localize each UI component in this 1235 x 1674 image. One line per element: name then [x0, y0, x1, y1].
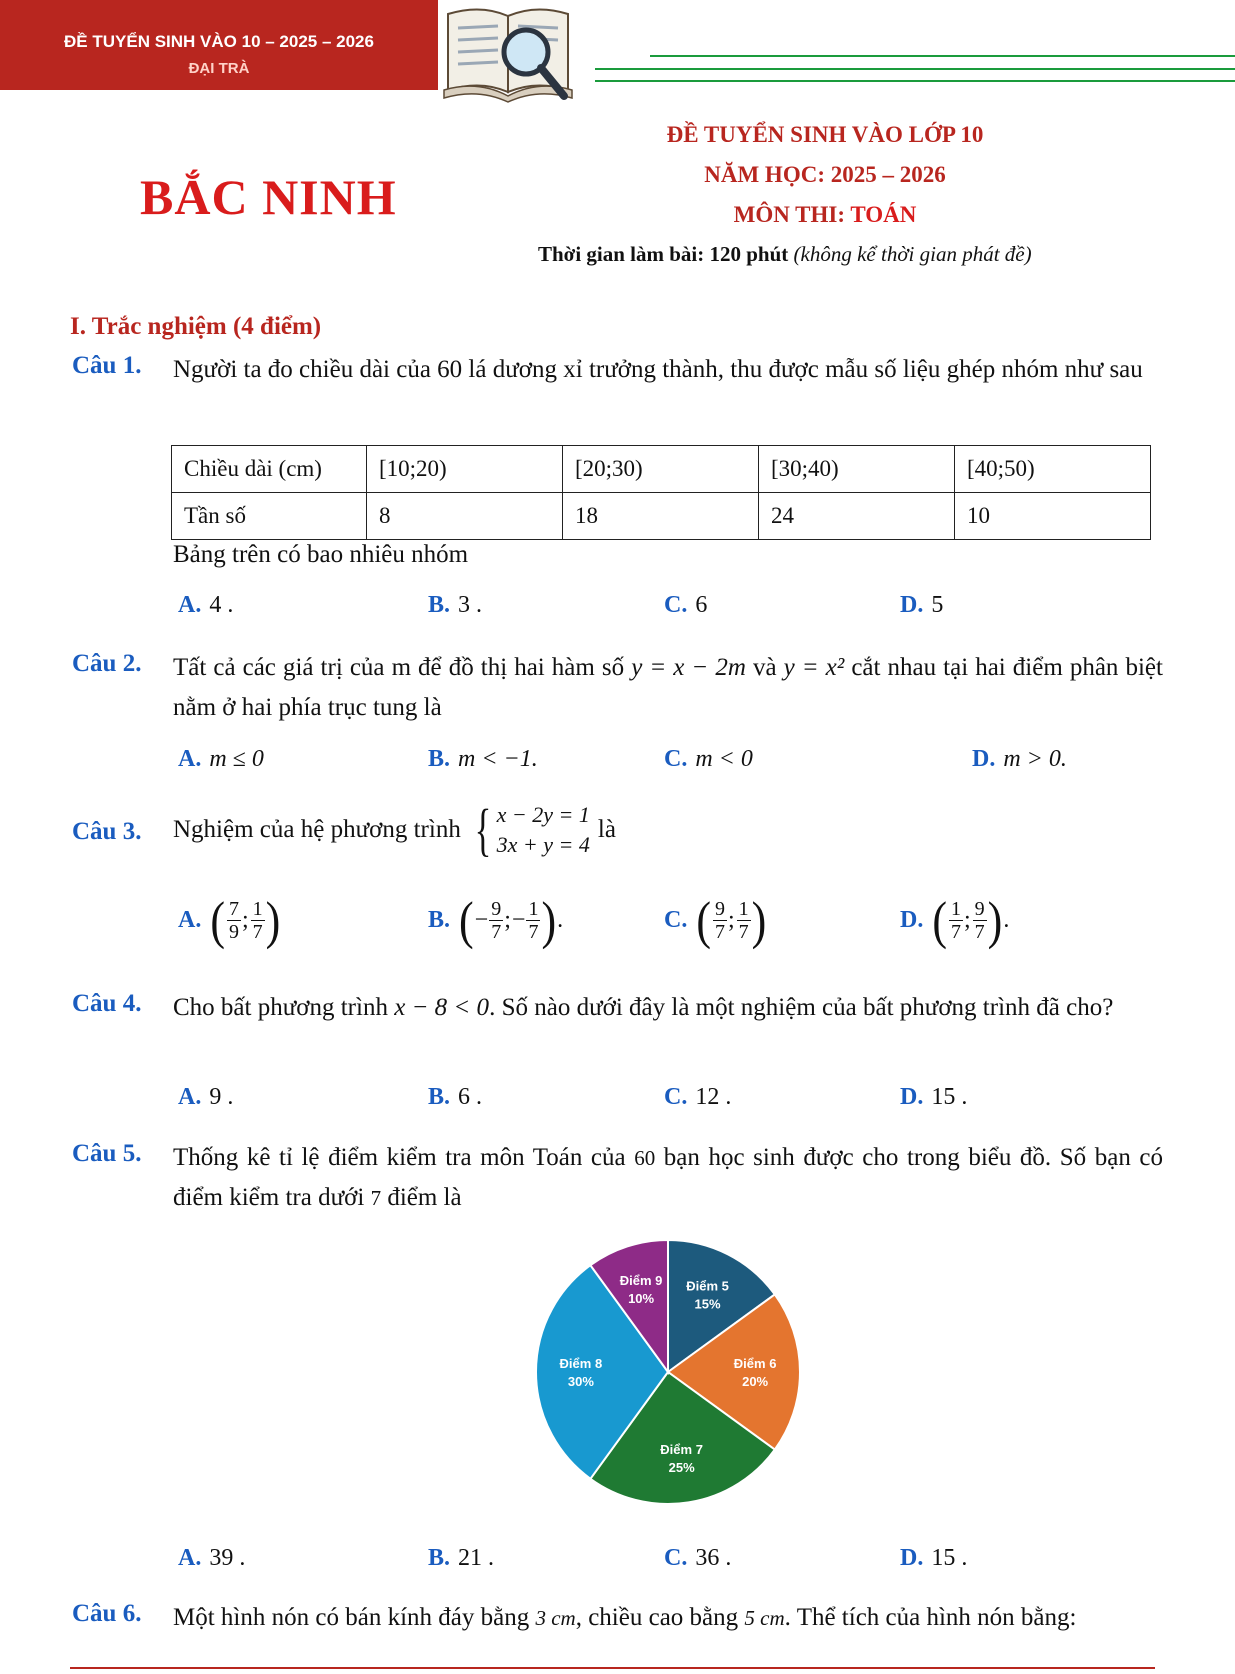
pie-percent: 15% [694, 1296, 721, 1312]
q4-option-d: D. 15 . [900, 1084, 968, 1110]
q5-option-a: A. 39 . [178, 1545, 246, 1571]
q4-option-a: A. 9 . [178, 1084, 234, 1110]
q5-option-b: B. 21 . [428, 1545, 495, 1571]
pie-percent: 20% [742, 1374, 769, 1389]
q5-text-part3: điểm là [381, 1184, 462, 1211]
q5-option-c-value: 36 . [695, 1545, 732, 1571]
table-cell: Tần số [172, 493, 367, 540]
q2-option-b: B. m < −1. [428, 746, 538, 772]
q4-text-part2: . Số nào dưới đây là một nghiệm của bất phương trình đã cho? [489, 994, 1114, 1021]
table-row [172, 493, 1151, 540]
q2-text-part2: cắt nhau tại hai điểm phân biệt nằm ở hai phía trục tung là [173, 654, 1163, 721]
q1-option-b-value: 3 . [458, 592, 483, 618]
table-cell: [20;30) [563, 446, 759, 493]
q2-option-a-value: m ≤ 0 [209, 746, 264, 772]
q4-option-c: C. 12 . [664, 1084, 732, 1110]
pie-label: Điểm 8 [559, 1356, 603, 1371]
q2-function-2: y = x² [783, 654, 845, 681]
table-row [172, 446, 1151, 493]
q2-text-and: và [745, 654, 784, 681]
pie-label: Điểm 9 [619, 1273, 663, 1289]
banner-title: ĐỀ TUYỂN SINH VÀO 10 – 2025 – 2026 [64, 32, 374, 51]
q4-number: Câu 4. [72, 990, 142, 1017]
q5-score-threshold: 7 [370, 1186, 382, 1210]
q3-option-b: B. ( − $\frac{9}{7}$ ; − $\frac{1}{7}$ ) . [428, 891, 564, 950]
table-cell: [30;40) [759, 446, 955, 493]
pie-label: Điểm 5 [686, 1278, 729, 1294]
q1-followup: Bảng trên có bao nhiêu nhóm [173, 541, 469, 568]
q5-text-part1: Thống kê tỉ lệ điểm kiểm tra môn Toán của [173, 1144, 635, 1171]
table-cell: Chiều dài (cm) [172, 446, 367, 493]
q1-number: Câu 1. [72, 352, 142, 379]
q6-text-part2: , chiều cao bằng [575, 1604, 745, 1631]
pie-label: Điểm 6 [733, 1356, 777, 1371]
q1-option-d-value: 5 [931, 592, 944, 618]
q2-option-c-value: m < 0 [695, 746, 753, 772]
q2-number: Câu 2. [72, 650, 142, 677]
q4-option-a-value: 9 . [209, 1084, 234, 1110]
q5-option-b-value: 21 . [458, 1545, 495, 1571]
q4-inequality: x − 8 < 0 [394, 994, 490, 1021]
q2-option-c: C. m < 0 [664, 746, 753, 772]
footer-rule [70, 1667, 1155, 1669]
pie-label: Điểm 7 [660, 1442, 703, 1458]
q5-text [173, 1138, 1163, 1218]
q5-option-c: C. 36 . [664, 1545, 732, 1571]
q4-text-part1: Cho bất phương trình [173, 994, 395, 1021]
province-title: BẮC NINH [140, 169, 397, 225]
table-cell: 10 [955, 493, 1151, 540]
q1-option-d: D. 5 [900, 592, 944, 618]
q4-option-b: B. 6 . [428, 1084, 483, 1110]
subject-prefix: MÔN THI: [733, 202, 851, 227]
q6-text-part3: . Thể tích của hình nón bằng: [784, 1604, 1077, 1631]
table-cell: 18 [563, 493, 759, 540]
green-rule-bottom [595, 80, 1235, 82]
q1-option-b: B. 3 . [428, 592, 483, 618]
school-year: NĂM HỌC: 2025 – 2026 [704, 162, 946, 187]
time-limit-note: (không kể thời gian phát đề) [793, 242, 1032, 266]
q1-option-a-value: 4 . [209, 592, 234, 618]
table-cell: [40;50) [955, 446, 1151, 493]
subject-line [600, 202, 1050, 228]
frequency-table [171, 445, 1151, 540]
q3-text [173, 797, 1163, 862]
section-heading: I. Trắc nghiệm (4 điểm) [70, 313, 322, 340]
q5-option-a-value: 39 . [209, 1545, 246, 1571]
q2-text [173, 648, 1163, 728]
table-cell: [10;20) [367, 446, 563, 493]
banner-subtitle: ĐẠI TRÀ [188, 60, 250, 77]
q3-text-tail: là [597, 816, 616, 843]
q5-option-d: D. 15 . [900, 1545, 968, 1571]
q6-radius: 3 cm [535, 1606, 576, 1630]
pie-percent: 25% [668, 1460, 695, 1476]
score-pie-chart [528, 1232, 808, 1512]
q3-option-a: A. ( $\frac{7}{9}$ ; $\frac{1}{7}$ ) [178, 891, 281, 950]
q2-function-1: y = x − 2m [631, 654, 746, 681]
q2-option-b-value: m < −1. [458, 746, 538, 772]
q5-option-d-value: 15 . [931, 1545, 968, 1571]
q4-option-d-value: 15 . [931, 1084, 968, 1110]
q3-equation-system: { x − 2y = 1 3x + y = 4 [474, 797, 590, 862]
q6-number: Câu 6. [72, 1600, 142, 1627]
time-limit-bold: Thời gian làm bài: 120 phút [538, 242, 789, 266]
q4-text [173, 988, 1163, 1028]
q2-option-a: A. m ≤ 0 [178, 746, 264, 772]
q1-option-a: A. 4 . [178, 592, 234, 618]
subject-name: TOÁN [850, 202, 917, 227]
q5-text-part2: bạn học sinh được cho trong biểu đồ. Số bạn có điểm kiểm tra dưới [173, 1144, 1164, 1211]
q6-text [173, 1598, 1163, 1638]
q2-text-part1: Tất cả các giá trị của m để đồ thị hai hàm số [173, 654, 632, 681]
q3-number: Câu 3. [72, 818, 142, 845]
book-magnifier-icon [436, 0, 586, 104]
q2-option-d-value: m > 0. [1003, 746, 1067, 772]
q4-option-c-value: 12 . [695, 1084, 732, 1110]
q3-equation-1: x − 2y = 1 [496, 802, 590, 827]
q1-option-c-value: 6 [695, 592, 708, 618]
q5-number: Câu 5. [72, 1140, 142, 1167]
time-limit [538, 242, 1032, 267]
q3-text-main: Nghiệm của hệ phương trình [173, 816, 461, 843]
q2-option-d: D. m > 0. [972, 746, 1067, 772]
green-rule-mid [595, 68, 1235, 70]
q1-text: Người ta đo chiều dài của 60 lá dương xỉ trưởng thành, thu được mẫu số liệu ghép nhóm như sau [173, 356, 1143, 383]
q3-option-d: D. ( $\frac{1}{7}$ ; $\frac{9}{7}$ ) . [900, 891, 1010, 950]
pie-percent: 30% [567, 1374, 594, 1389]
header-banner [0, 0, 438, 90]
green-rule-top [650, 55, 1235, 57]
exam-title: ĐỀ TUYỂN SINH VÀO LỚP 10 [666, 122, 984, 147]
q1-option-c: C. 6 [664, 592, 708, 618]
q5-student-count: 60 [634, 1146, 656, 1170]
table-cell: 24 [759, 493, 955, 540]
q3-equation-2: 3x + y = 4 [496, 832, 590, 857]
q4-option-b-value: 6 . [458, 1084, 483, 1110]
pie-percent: 10% [628, 1291, 655, 1307]
q3-option-c: C. ( $\frac{9}{7}$ ; $\frac{1}{7}$ ) [664, 891, 767, 950]
q6-height: 5 cm [744, 1606, 785, 1630]
table-cell: 8 [367, 493, 563, 540]
q6-text-part1: Một hình nón có bán kính đáy bằng [173, 1604, 536, 1631]
